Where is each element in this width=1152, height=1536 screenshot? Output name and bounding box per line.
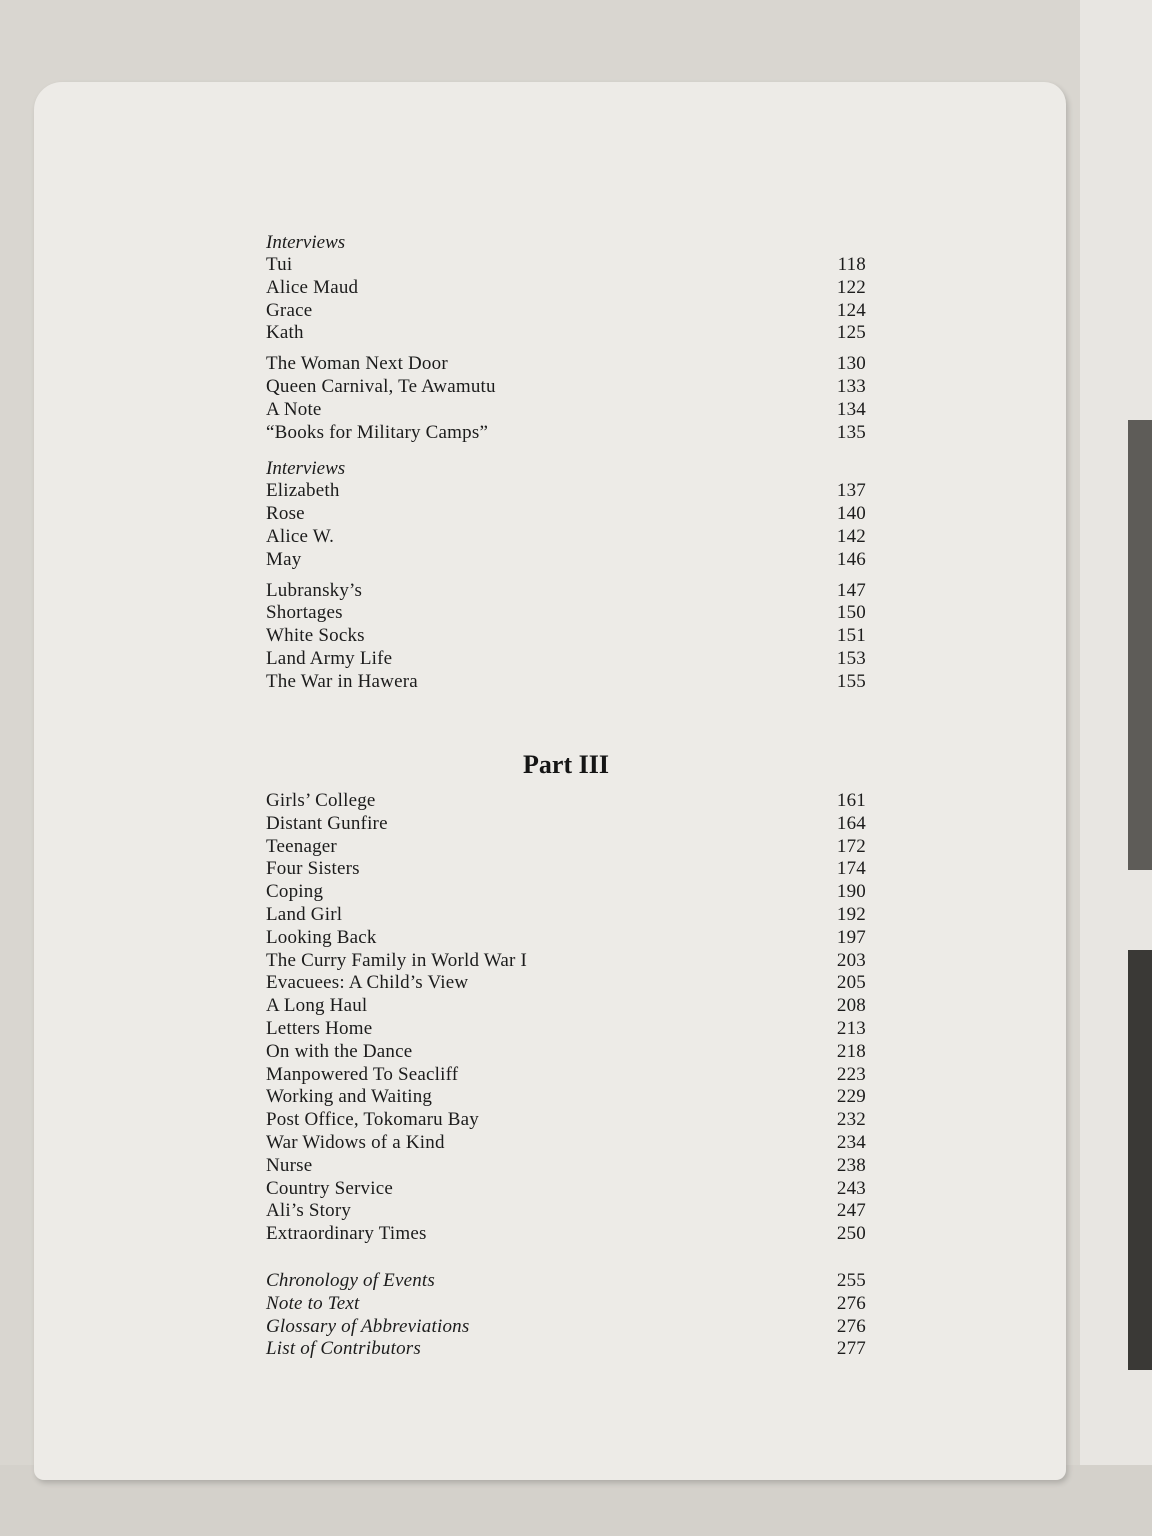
entry-page: 277 xyxy=(836,1338,866,1360)
entry-title: Chronology of Events xyxy=(266,1270,435,1291)
entry-title: Shortages xyxy=(266,602,343,624)
toc-entry xyxy=(266,549,866,572)
toc-entry xyxy=(266,580,866,603)
toc-entry xyxy=(266,503,866,526)
entry-title: War Widows of a Kind xyxy=(266,1131,445,1153)
toc-entry xyxy=(266,1132,866,1155)
entry-page: 118 xyxy=(837,254,866,275)
entry-title: Extraordinary Times xyxy=(266,1223,427,1245)
entry-page: 234 xyxy=(836,1131,866,1153)
entry-title: Girls’ College xyxy=(266,790,376,811)
entry-page: 164 xyxy=(836,812,866,834)
entry-title: Alice W. xyxy=(266,525,335,547)
entry-page: 134 xyxy=(836,398,866,420)
toc-entry xyxy=(266,277,866,300)
toc-entry xyxy=(266,881,866,904)
toc-entry xyxy=(266,480,866,503)
toc-entry xyxy=(266,1109,866,1132)
entry-page: 135 xyxy=(836,421,866,443)
toc-entry xyxy=(266,972,866,995)
toc-entry xyxy=(266,300,866,323)
entry-title: A Long Haul xyxy=(266,995,368,1017)
entry-title: Rose xyxy=(266,503,305,525)
entry-page: 172 xyxy=(836,835,866,857)
entry-title: Kath xyxy=(266,322,304,344)
entry-title: Looking Back xyxy=(266,926,377,948)
entry-page: 223 xyxy=(836,1063,866,1085)
toc-entry xyxy=(266,790,866,813)
entry-title: Letters Home xyxy=(266,1017,373,1039)
entry-page: 203 xyxy=(836,949,866,971)
entry-title: Glossary of Abbreviations xyxy=(266,1315,470,1337)
entry-page: 229 xyxy=(836,1086,866,1108)
toc-entry xyxy=(266,376,866,399)
entry-title: Elizabeth xyxy=(266,480,340,502)
toc-group-interviews-1 xyxy=(266,232,866,345)
entry-title: Country Service xyxy=(266,1177,394,1199)
toc-entry xyxy=(266,1041,866,1064)
entry-page: 151 xyxy=(836,625,866,647)
toc-entry xyxy=(266,602,866,625)
entry-page: 276 xyxy=(836,1292,866,1314)
entry-page: 190 xyxy=(836,881,866,903)
toc-entry xyxy=(266,1155,866,1178)
entry-page: 133 xyxy=(836,375,866,397)
toc-entry xyxy=(266,904,866,927)
entry-title: Land Army Life xyxy=(266,647,393,669)
toc-entry xyxy=(266,422,866,445)
entry-page: 197 xyxy=(836,926,866,948)
part-heading: Part III xyxy=(523,750,609,779)
entry-page: 192 xyxy=(836,903,866,925)
entry-title: Note to Text xyxy=(266,1292,360,1314)
toc-entry xyxy=(266,625,866,648)
entry-title: May xyxy=(266,548,302,570)
entry-page: 125 xyxy=(836,322,866,344)
entry-page: 174 xyxy=(836,858,866,880)
entry-title: Evacuees: A Child’s View xyxy=(266,972,469,994)
entry-page: 243 xyxy=(836,1177,866,1199)
entry-page: 130 xyxy=(836,353,866,375)
entry-title: A Note xyxy=(266,398,322,420)
toc-entry xyxy=(266,995,866,1018)
toc-entry xyxy=(266,254,866,277)
entry-page: 140 xyxy=(836,503,866,525)
entry-page: 232 xyxy=(836,1109,866,1131)
toc-entry xyxy=(266,526,866,549)
entry-page: 142 xyxy=(836,525,866,547)
entry-page: 250 xyxy=(836,1223,866,1245)
toc-entry xyxy=(266,671,866,694)
entry-page: 247 xyxy=(836,1200,866,1222)
toc-section-top xyxy=(266,232,866,702)
toc-entry xyxy=(266,399,866,422)
toc-entry xyxy=(266,1086,866,1109)
toc-entry xyxy=(266,1200,866,1223)
toc-entry xyxy=(266,927,866,950)
entry-page: 155 xyxy=(836,670,866,692)
entry-page: 150 xyxy=(836,602,866,624)
entry-title: Lubransky’s xyxy=(266,579,363,601)
entry-title: Ali’s Story xyxy=(266,1200,352,1222)
toc-entry xyxy=(266,858,866,881)
entry-title: Grace xyxy=(266,299,313,321)
entry-title: Land Girl xyxy=(266,903,343,925)
toc-section-part3 xyxy=(266,790,866,1246)
entry-page: 238 xyxy=(836,1154,866,1176)
entry-title: Distant Gunfire xyxy=(266,812,388,834)
entry-title: Coping xyxy=(266,881,324,903)
toc-entry xyxy=(266,1270,866,1293)
toc-entry xyxy=(266,1316,866,1339)
entry-page: 205 xyxy=(836,972,866,994)
toc-entry xyxy=(266,1018,866,1041)
entry-title: “Books for Military Camps” xyxy=(266,421,489,443)
entry-title: On with the Dance xyxy=(266,1040,413,1062)
entry-title: White Socks xyxy=(266,625,365,647)
entry-title: Working and Waiting xyxy=(266,1086,433,1108)
entry-title: The Woman Next Door xyxy=(266,353,448,375)
toc-entry xyxy=(266,836,866,859)
entry-page: 122 xyxy=(836,276,866,298)
entry-page: 255 xyxy=(836,1270,866,1291)
toc-section-backmatter xyxy=(266,1270,866,1361)
adjacent-photo xyxy=(1128,950,1152,1370)
entry-page: 153 xyxy=(836,647,866,669)
toc-group-articles-1 xyxy=(266,353,866,444)
entry-title: Alice Maud xyxy=(266,276,359,298)
entry-page: 147 xyxy=(836,579,866,601)
adjacent-photo xyxy=(1128,420,1152,870)
toc-entry xyxy=(266,1178,866,1201)
toc-group-interviews-2 xyxy=(266,458,866,571)
toc-entry xyxy=(266,1293,866,1316)
entry-page: 161 xyxy=(836,790,866,811)
entry-title: Nurse xyxy=(266,1154,313,1176)
entry-title: The War in Hawera xyxy=(266,670,418,692)
entry-title: The Curry Family in World War I xyxy=(266,949,528,971)
entry-title: List of Contributors xyxy=(266,1338,421,1360)
toc-entry xyxy=(266,1223,866,1246)
entry-title: Manpowered To Seacliff xyxy=(266,1063,459,1085)
entry-title: Tui xyxy=(266,254,293,275)
entry-title: Teenager xyxy=(266,835,337,857)
toc-entry xyxy=(266,950,866,973)
toc-entry xyxy=(266,1064,866,1087)
group-heading: Interviews xyxy=(266,458,346,480)
group-heading: Interviews xyxy=(266,232,346,253)
entry-title: Four Sisters xyxy=(266,858,360,880)
entry-page: 146 xyxy=(836,548,866,570)
entry-page: 124 xyxy=(836,299,866,321)
entry-page: 208 xyxy=(836,995,866,1017)
entry-page: 213 xyxy=(836,1017,866,1039)
entry-title: Post Office, Tokomaru Bay xyxy=(266,1109,479,1131)
entry-page: 218 xyxy=(836,1040,866,1062)
toc-entry xyxy=(266,813,866,836)
entry-page: 276 xyxy=(836,1315,866,1337)
toc-entry xyxy=(266,1338,866,1361)
toc-entry xyxy=(266,322,866,345)
entry-title: Queen Carnival, Te Awamutu xyxy=(266,375,496,397)
toc-group-articles-2 xyxy=(266,580,866,694)
toc-entry xyxy=(266,648,866,671)
entry-page: 137 xyxy=(836,480,866,502)
toc-entry xyxy=(266,353,866,376)
